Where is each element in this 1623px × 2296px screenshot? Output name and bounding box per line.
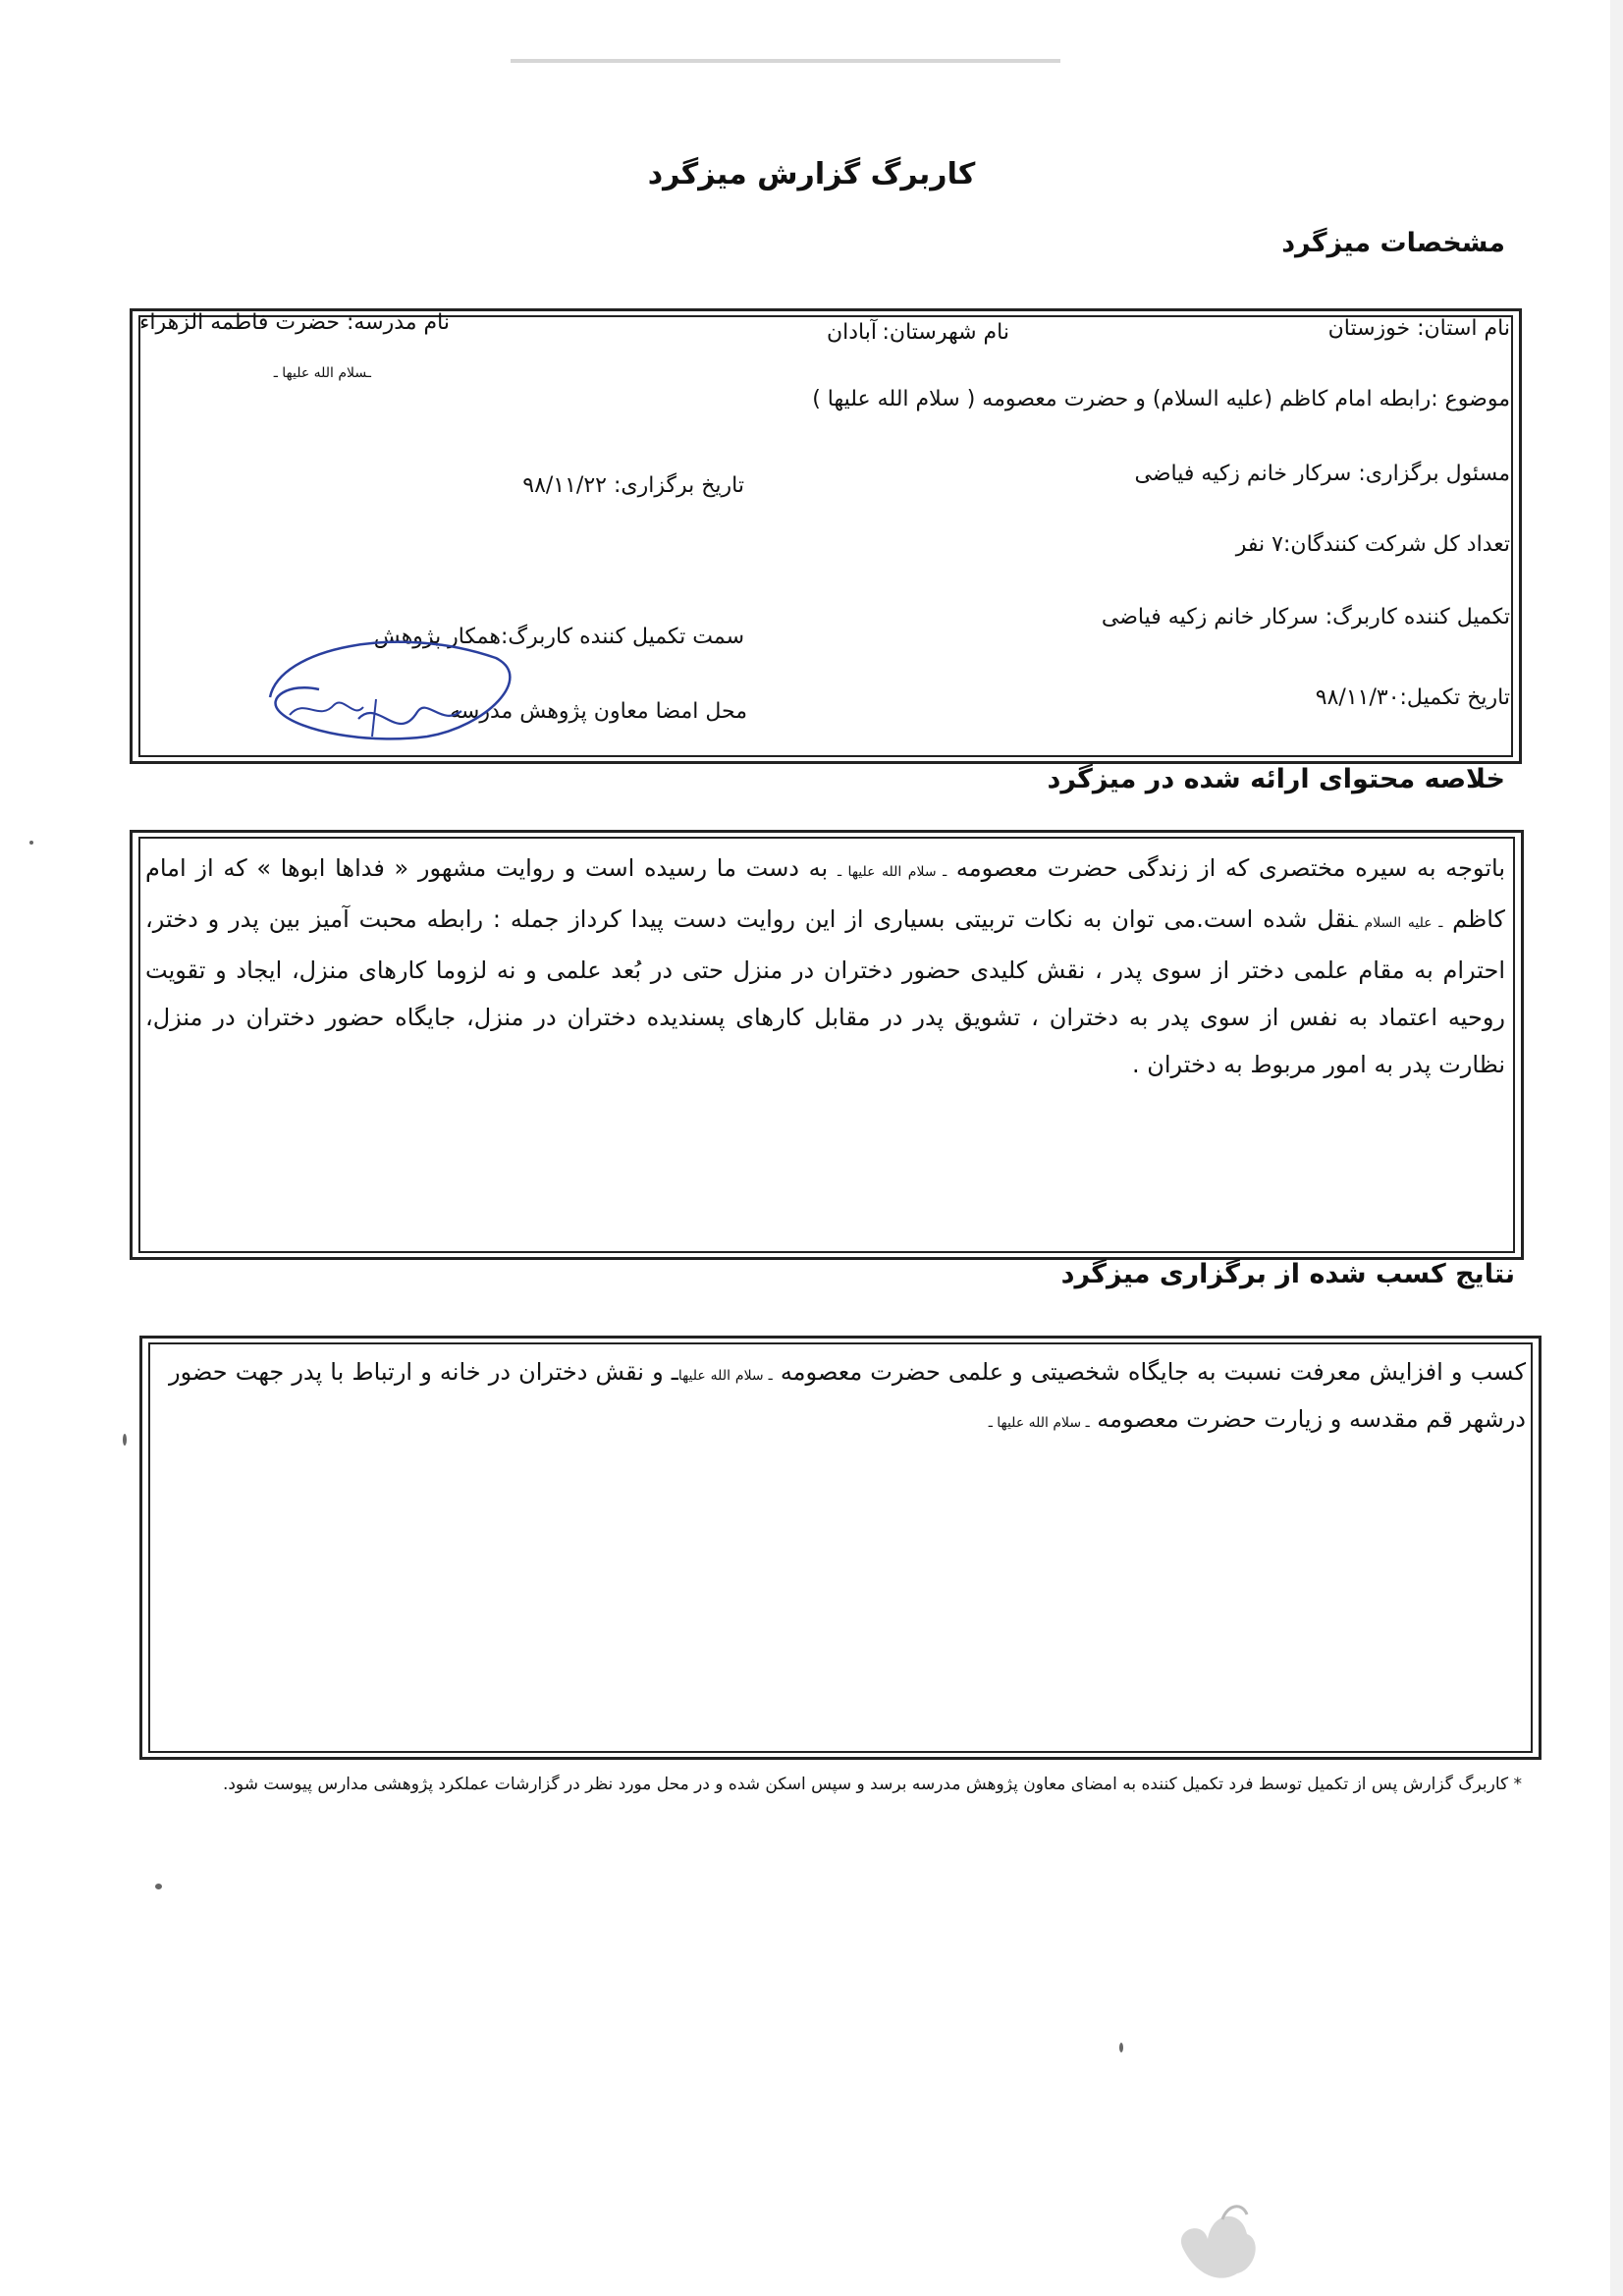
results-text-1: کسب و افزایش معرفت نسبت به جایگاه شخصیتی و علمی حضرت معصومه <box>772 1358 1527 1386</box>
scan-artifact <box>511 59 1060 63</box>
specs-heading: مشخصات میزگرد <box>1281 228 1505 258</box>
summary-paragraph <box>145 845 1505 1088</box>
completed-by-field: تکمیل کننده کاربرگ: سرکار خانم زکیه فیاضی <box>1101 605 1510 629</box>
summary-text-2: به دست ما رسیده است و روایت مشهور « فداها ابوها » که از امام کاظم <box>145 854 1505 933</box>
scan-artifact <box>1610 0 1623 2296</box>
scan-speck <box>123 1434 127 1446</box>
page-title: کاربرگ گزارش میزگرد <box>647 157 976 191</box>
school-field: نام مدرسه: حضرت فاطمه الزهراء <box>139 310 450 335</box>
summary-honorific-1: ـ سلام الله علیها ـ <box>837 864 947 880</box>
results-paragraph <box>169 1350 1526 1445</box>
subject-field: موضوع :رابطه امام کاظم (علیه السلام) و حضرت معصومه ( سلام الله علیها ) <box>812 387 1510 411</box>
completer-role-field: سمت تکمیل کننده کاربرگ:همکار پژوهش <box>373 625 744 649</box>
summary-text-1: باتوجه به سیره مختصری که از زندگی حضرت معصومه <box>947 854 1506 882</box>
summary-text-3: نقل شده است.می توان به نکات تربیتی بسیاری از این روایت دست پیدا کرداز جمله : رابطه محبت آمیز بین پدر و دختر، احترام به مقام علمی دختر از سوی پدر ، نقش کلیدی حضور دختران در منزل حتی در بُعد علمی و نه لزوما کارهای منزل، ایجاد و تقویت روحیه اعتماد به نفس از سوی پدر به دختران ، تشویق پدر در مقابل کارهای پسندیده دختران در منزل، جایگاه حضور دختران در منزل، نظارت پدر به امور مربوط به دختران . <box>145 905 1505 1078</box>
participants-field: تعداد کل شرکت کنندگان:۷ نفر <box>1235 532 1510 557</box>
results-heading: نتایج کسب شده از برگزاری میزگرد <box>1060 1259 1515 1289</box>
held-date-field: تاریخ برگزاری: ۹۸/۱۱/۲۲ <box>522 473 744 498</box>
summary-heading: خلاصه محتوای ارائه شده در میزگرد <box>1047 764 1505 794</box>
signature-place-field: محل امضا معاون پژوهش مدرسه <box>450 699 747 724</box>
footnote: * کاربرگ گزارش پس از تکمیل توسط فرد تکمیل کننده به امضای معاون پژوهش مدرسه برسد و سپس اسکن شده و در محل مورد نظر در گزارشات عملکرد پژوهشی مدارس پیوست شود. <box>222 1775 1522 1794</box>
scan-speck <box>29 841 33 845</box>
results-honorific-2: ـ سلام الله علیها ـ <box>988 1415 1090 1431</box>
city-value: آبادان <box>826 320 877 345</box>
scan-speck <box>155 1884 162 1889</box>
results-honorific-1: ـ سلام الله علیها <box>677 1368 773 1384</box>
signature-mark <box>250 629 525 766</box>
organizer-field: مسئول برگزاری: سرکار خانم زکیه فیاضی <box>1134 462 1510 486</box>
summary-honorific-2: ـ علیه السلام ـ <box>1353 915 1443 931</box>
corner-smudge <box>1163 2190 1271 2288</box>
scan-speck <box>1119 2043 1123 2052</box>
school-honorific: ـسلام الله علیها ـ <box>273 365 371 381</box>
results-text-2: ـ و نقش دختران در خانه و ارتباط با پدر جهت حضور درشهر قم مقدسه و زیارت حضرت معصومه <box>169 1358 1526 1433</box>
completion-date-field: تاریخ تکمیل:۹۸/۱۱/۳۰ <box>1315 685 1510 710</box>
province-field: نام استان: خوزستان <box>1327 316 1510 341</box>
city-label: نام شهرستان: <box>882 320 1009 345</box>
